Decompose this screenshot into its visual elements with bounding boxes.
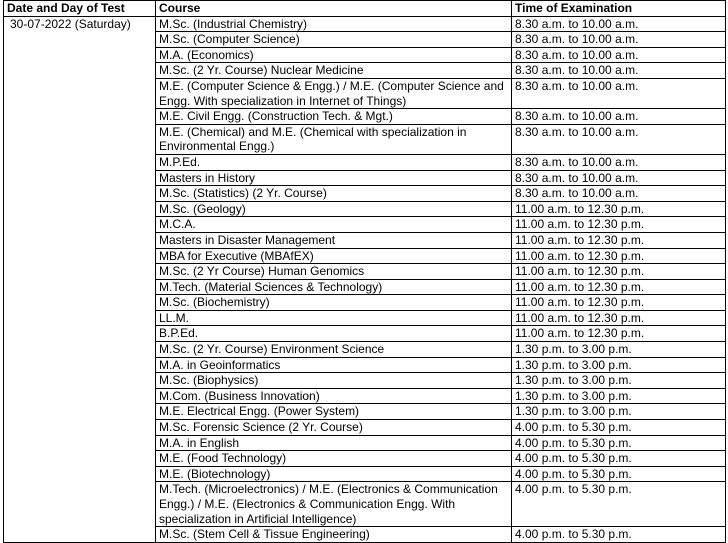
date-cell: 30-07-2022 (Saturday) (4, 16, 156, 542)
course-cell: M.E. (Biotechnology) (156, 466, 512, 482)
time-cell: 8.30 a.m. to 10.00 a.m. (512, 16, 726, 32)
time-cell: 11.00 a.m. to 12.30 p.m. (512, 326, 726, 342)
time-cell: 11.00 a.m. to 12.30 p.m. (512, 232, 726, 248)
course-cell: M.E. Electrical Engg. (Power System) (156, 404, 512, 420)
time-cell: 11.00 a.m. to 12.30 p.m. (512, 310, 726, 326)
course-cell: M.Sc. (Biophysics) (156, 373, 512, 389)
time-cell: 4.00 p.m. to 5.30 p.m. (512, 451, 726, 467)
exam-schedule (3, 0, 725, 543)
time-cell: 11.00 a.m. to 12.30 p.m. (512, 217, 726, 233)
time-cell: 1.30 p.m. to 3.00 p.m. (512, 357, 726, 373)
time-cell: 8.30 a.m. to 10.00 a.m. (512, 170, 726, 186)
time-cell: 11.00 a.m. to 12.30 p.m. (512, 279, 726, 295)
header-course: Course (156, 1, 512, 17)
time-cell: 8.30 a.m. to 10.00 a.m. (512, 47, 726, 63)
header-time: Time of Examination (512, 1, 726, 17)
course-cell: M.C.A. (156, 217, 512, 233)
course-cell: M.E. (Chemical) and M.E. (Chemical with specialization in Environmental Engg.) (156, 124, 512, 154)
course-cell: M.P.Ed. (156, 154, 512, 170)
time-cell: 4.00 p.m. to 5.30 p.m. (512, 420, 726, 436)
time-cell: 1.30 p.m. to 3.00 p.m. (512, 404, 726, 420)
course-cell: M.Sc. (2 Yr. Course) Environment Science (156, 342, 512, 358)
time-cell: 8.30 a.m. to 10.00 a.m. (512, 109, 726, 125)
course-cell: M.Sc. (Industrial Chemistry) (156, 16, 512, 32)
time-cell: 4.00 p.m. to 5.30 p.m. (512, 435, 726, 451)
time-cell: 11.00 a.m. to 12.30 p.m. (512, 295, 726, 311)
course-cell: M.E. (Food Technology) (156, 451, 512, 467)
time-cell: 11.00 a.m. to 12.30 p.m. (512, 201, 726, 217)
time-cell: 8.30 a.m. to 10.00 a.m. (512, 78, 726, 108)
course-cell: M.Sc. (Geology) (156, 201, 512, 217)
time-cell: 11.00 a.m. to 12.30 p.m. (512, 248, 726, 264)
course-cell: M.Sc. (Computer Science) (156, 32, 512, 48)
time-cell: 1.30 p.m. to 3.00 p.m. (512, 342, 726, 358)
table-row (4, 16, 726, 32)
time-cell: 8.30 a.m. to 10.00 a.m. (512, 124, 726, 154)
course-cell: LL.M. (156, 310, 512, 326)
course-cell: M.Tech. (Microelectronics) / M.E. (Electronics & Communication Engg.) / M.E. (Electronics & Communication Engg. With specialization in Artificial Intelligence) (156, 482, 512, 527)
header-date: Date and Day of Test (4, 1, 156, 17)
time-cell: 8.30 a.m. to 10.00 a.m. (512, 32, 726, 48)
time-cell: 11.00 a.m. to 12.30 p.m. (512, 264, 726, 280)
course-cell: B.P.Ed. (156, 326, 512, 342)
header-row (4, 1, 726, 17)
course-cell: MBA for Executive (MBAfEX) (156, 248, 512, 264)
course-cell: M.E. Civil Engg. (Construction Tech. & Mgt.) (156, 109, 512, 125)
course-cell: Masters in History (156, 170, 512, 186)
schedule-table (3, 0, 726, 543)
course-cell: M.Sc. (2 Yr Course) Human Genomics (156, 264, 512, 280)
course-cell: M.E. (Computer Science & Engg.) / M.E. (Computer Science and Engg. With specialization in Internet of Things) (156, 78, 512, 108)
course-cell: M.Sc. (Stem Cell & Tissue Engineering) (156, 527, 512, 543)
course-cell: M.A. in Geoinformatics (156, 357, 512, 373)
course-cell: M.Com. (Business Innovation) (156, 388, 512, 404)
course-cell: M.A. (Economics) (156, 47, 512, 63)
course-cell: Masters in Disaster Management (156, 232, 512, 248)
time-cell: 4.00 p.m. to 5.30 p.m. (512, 527, 726, 543)
course-cell: M.Sc. (Biochemistry) (156, 295, 512, 311)
time-cell: 8.30 a.m. to 10.00 a.m. (512, 186, 726, 202)
time-cell: 4.00 p.m. to 5.30 p.m. (512, 482, 726, 527)
time-cell: 4.00 p.m. to 5.30 p.m. (512, 466, 726, 482)
time-cell: 8.30 a.m. to 10.00 a.m. (512, 63, 726, 79)
course-cell: M.Sc. (2 Yr. Course) Nuclear Medicine (156, 63, 512, 79)
course-cell: M.Sc. (Statistics) (2 Yr. Course) (156, 186, 512, 202)
time-cell: 8.30 a.m. to 10.00 a.m. (512, 154, 726, 170)
course-cell: M.Tech. (Material Sciences & Technology) (156, 279, 512, 295)
time-cell: 1.30 p.m. to 3.00 p.m. (512, 388, 726, 404)
course-cell: M.A. in English (156, 435, 512, 451)
schedule-body (4, 16, 726, 542)
course-cell: M.Sc. Forensic Science (2 Yr. Course) (156, 420, 512, 436)
time-cell: 1.30 p.m. to 3.00 p.m. (512, 373, 726, 389)
